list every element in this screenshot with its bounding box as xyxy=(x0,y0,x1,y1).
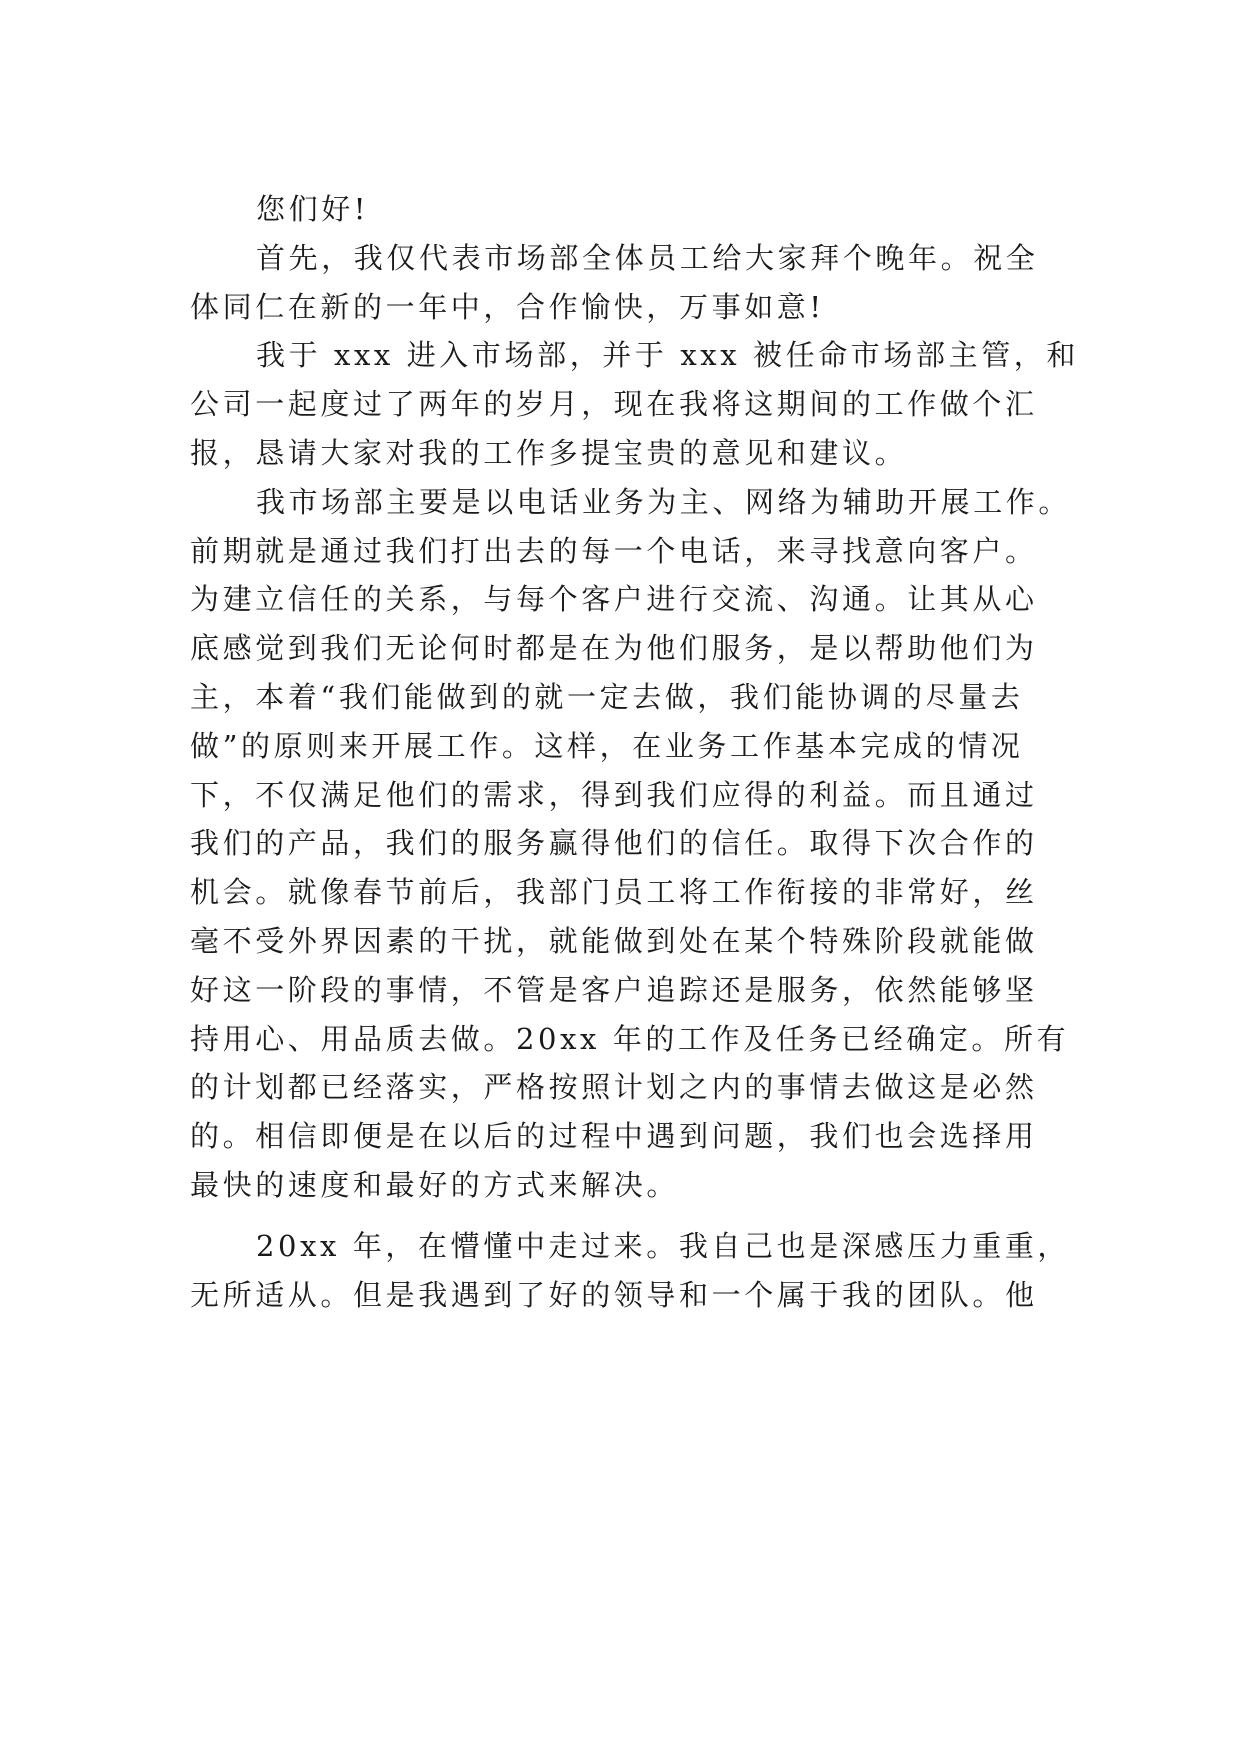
paragraph-4-line: 无所适从。但是我遇到了好的领导和一个属于我的团队。他 xyxy=(190,1277,1038,1312)
paragraph-3-line: 主，本着“我们能做到的就一定去做，我们能协调的尽量去 xyxy=(190,679,1024,714)
paragraph-1-line: 首先，我仅代表市场部全体员工给大家拜个晚年。祝全 xyxy=(256,240,1039,275)
paragraph-3-line: 做”的原则来开展工作。这样，在业务工作基本完成的情况 xyxy=(190,728,1024,763)
paragraph-2-line: 我于 xxx 进入市场部，并于 xxx 被任命市场部主管，和 xyxy=(256,338,1080,373)
paragraph-2-line: 报，恳请大家对我的工作多提宝贵的意见和建议。 xyxy=(190,435,908,470)
paragraph-3-line: 毫不受外界因素的干扰，就能做到处在某个特殊阶段就能做 xyxy=(190,923,1038,958)
paragraph-3-line: 下，不仅满足他们的需求，得到我们应得的利益。而且通过 xyxy=(190,777,1038,812)
paragraph-3-line: 持用心、用品质去做。20xx 年的工作及任务已经确定。所有 xyxy=(190,1021,1070,1056)
paragraph-3-line: 为建立信任的关系，与每个客户进行交流、沟通。让其从心 xyxy=(190,582,1038,617)
paragraph-3-line: 机会。就像春节前后，我部门员工将工作衔接的非常好，丝 xyxy=(190,875,1038,910)
paragraph-3-line: 的计划都已经落实，严格按照计划之内的事情去做这是必然 xyxy=(190,1070,1038,1105)
paragraph-3-line: 底感觉到我们无论何时都是在为他们服务，是以帮助他们为 xyxy=(190,631,1038,666)
paragraph-1-line: 体同仁在新的一年中，合作愉快，万事如意! xyxy=(190,289,825,324)
paragraph-4-line: 20xx 年，在懵懂中走过来。我自己也是深感压力重重， xyxy=(256,1228,1071,1263)
paragraph-2-line: 公司一起度过了两年的岁月，现在我将这期间的工作做个汇 xyxy=(190,387,1038,422)
greeting-line: 您们好! xyxy=(256,192,370,226)
paragraph-3-line: 前期就是通过我们打出去的每一个电话，来寻找意向客户。 xyxy=(190,533,1038,568)
paragraph-3-line: 的。相信即便是在以后的过程中遇到问题，我们也会选择用 xyxy=(190,1119,1038,1154)
paragraph-3-line: 最快的速度和最好的方式来解决。 xyxy=(190,1167,680,1202)
paragraph-3-line: 我们的产品，我们的服务赢得他们的信任。取得下次合作的 xyxy=(190,826,1038,861)
document-body xyxy=(190,185,1080,1319)
paragraph-3-line: 好这一阶段的事情，不管是客户追踪还是服务，依然能够坚 xyxy=(190,972,1038,1007)
paragraph-3-line: 我市场部主要是以电话业务为主、网络为辅助开展工作。 xyxy=(256,484,1072,519)
